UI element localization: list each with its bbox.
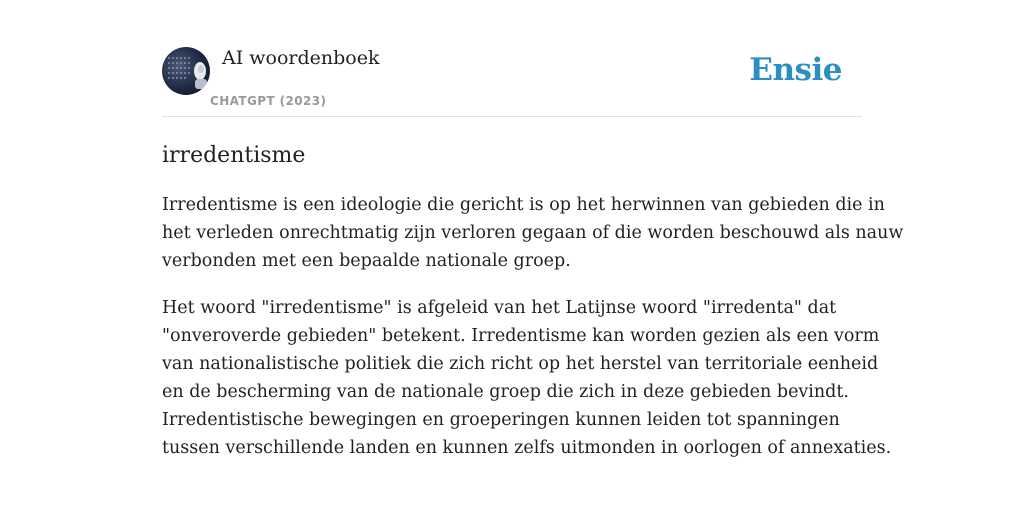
entry-term: irredentisme [162,143,306,168]
text-line: het verleden onrechtmatig zijn verloren gegaan of die worden beschouwd als nauw [162,223,904,243]
text-line: tussen verschillende landen en kunnen zelfs uitmonden in oorlogen of annexaties. [162,438,892,458]
text-line: en de bescherming van de nationale groep die zich in deze gebieden bevindt. [162,382,849,402]
text-line: verbonden met een bepaalde nationale groep. [162,251,571,271]
text-line: van nationalistische politiek die zich richt op het herstel van territoriale eenheid [162,354,879,374]
source-title[interactable]: AI woordenboek [222,47,380,69]
definition-paragraph-2 [162,294,892,462]
text-line: Irredentistische bewegingen en groeperingen kunnen leiden tot spanningen [162,410,840,430]
text-line: Irredentisme is een ideologie die gericht is op het herwinnen van gebieden die in [162,195,885,215]
source-meta: CHATGPT (2023) [210,94,327,108]
robot-avatar-icon[interactable] [162,47,210,95]
entry-card [162,0,904,462]
text-line: "onveroverde gebieden" betekent. Irredentisme kan worden gezien als een vorm [162,326,880,346]
text-line: Het woord "irredentisme" is afgeleid van het Latijnse woord "irredenta" dat [162,298,837,318]
definition-paragraph-1 [162,191,904,275]
entry-header [162,0,862,117]
ensie-logo[interactable]: Ensie [749,52,842,88]
